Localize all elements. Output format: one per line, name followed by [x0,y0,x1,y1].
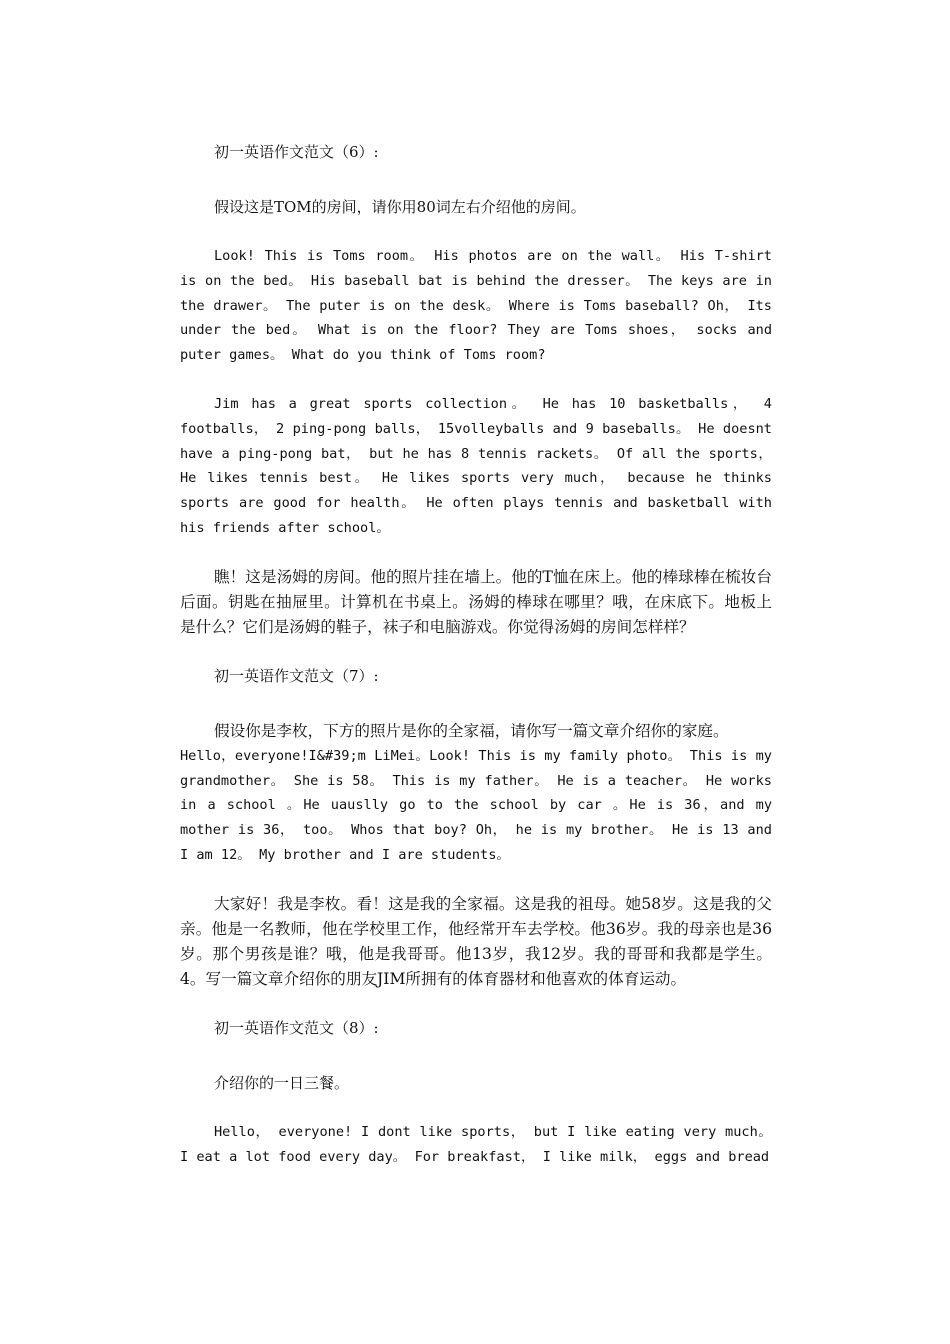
section-heading-6: 初一英语作文范文（6）: [214,143,379,161]
section-heading-8: 初一英语作文范文（8）: [214,1018,379,1037]
section-prompt-7: 假设你是李枚，下方的照片是你的全家福，请你写一篇文章介绍你的家庭。 [214,721,729,740]
chinese-translation-room: 瞧！这是汤姆的房间。他的照片挂在墙上。他的T恤在床上。他的棒球棒在梳妆台后面。钥匙在抽屉里。计算机在书桌上。汤姆的棒球在哪里？哦，在床底下。地板上是什么？它们是汤姆的鞋子，袜子和电脑游戏。你觉得汤姆的房间怎样样？ [180,567,772,636]
english-essay-room: Look! This is Toms room。 His photos are on the wall。 His T-shirt is on the bed。 His baseball bat is behind the dresser。 The keys are in the drawer。 The puter is on the desk。 Where is Toms baseball? Oh， Its under the bed。 What is on the floor? They are Toms shoes， socks and puter games。 What do you think of Toms room? [180,248,772,364]
section-prompt-6: 假设这是TOM的房间，请你用80词左右介绍他的房间。 [214,198,586,216]
english-essay-meals: Hello， everyone! I dont like sports， but I like eating very much。 I eat a lot food every day。 For breakfast， I like milk， eggs and bread [180,1123,772,1165]
english-essay-family: Hello，everyone!I&#39;m LiMei。Look! This is my family photo。 This is my grandmother。 She is 58。 This is my father。 He is a teacher。 He works in a school 。He uauslly go to the school by car 。He is 36，and my mother is 36， too。 Whos that boy? Oh， he is my brother。 He is 13 and I am 12。 My brother and I are students。 [180,747,772,863]
document-body [180,140,772,1193]
chinese-translation-family: 大家好！我是李枚。看！这是我的全家福。这是我的祖母。她58岁。这是我的父亲。他是一名教师，他在学校里工作，他经常开车去学校。他36岁。我的母亲也是36岁。那个男孩是谁？哦，他是我哥哥。他13岁，我12岁。我的哥哥和我都是学生。4。写一篇文章介绍你的朋友JIM所拥有的体育器材和他喜欢的体育运动。 [180,894,772,988]
section-heading-7: 初一英语作文范文（7）: [214,666,379,685]
section-prompt-block-7 [180,719,772,868]
english-essay-sports: Jim has a great sports collection。 He has 10 basketballs， 4 footballs， 2 ping-pong balls， 15volleyballs and 9 baseballs。 He doesnt have a ping-pong bat， but he has 8 tennis rackets。 Of all the sports， He likes tennis best。 He likes sports very much， because he thinks sports are good for health。 He often plays tennis and basketball with his friends after school。 [180,395,772,536]
section-prompt-8: 介绍你的一日三餐。 [214,1073,350,1092]
